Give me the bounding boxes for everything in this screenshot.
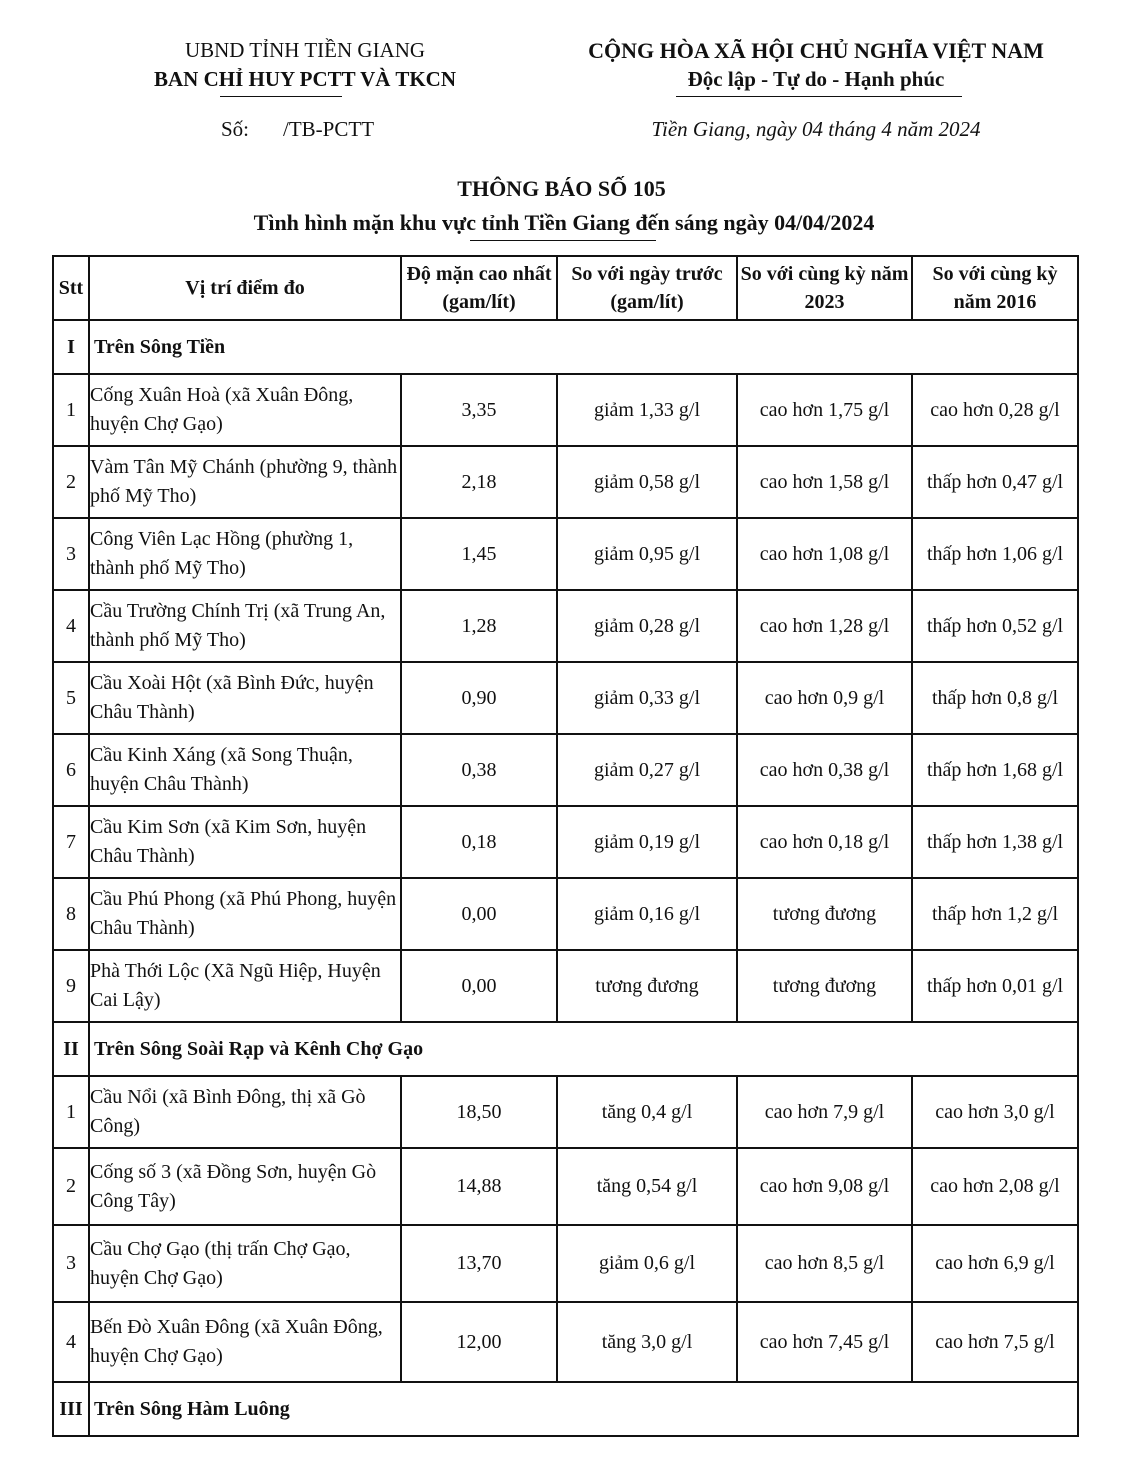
vs-2016-cell: thấp hơn 0,47 g/l xyxy=(912,446,1078,518)
vs-previous-day-cell: giảm 1,33 g/l xyxy=(557,374,737,446)
vs-2023-cell: cao hơn 0,18 g/l xyxy=(737,806,912,878)
row-number: 7 xyxy=(53,806,89,878)
vs-2023-cell: cao hơn 1,28 g/l xyxy=(737,590,912,662)
vs-2016-cell: thấp hơn 1,68 g/l xyxy=(912,734,1078,806)
location-cell: Bến Đò Xuân Đông (xã Xuân Đông, huyện Chợ Gạo) xyxy=(89,1302,401,1382)
country-name: CỘNG HÒA XÃ HỘI CHỦ NGHĨA VIỆT NAM xyxy=(588,38,1044,63)
max-salinity-cell: 3,35 xyxy=(401,374,557,446)
vs-2023-cell: cao hơn 1,58 g/l xyxy=(737,446,912,518)
vs-previous-day-cell: giảm 0,27 g/l xyxy=(557,734,737,806)
table-row xyxy=(53,1148,1078,1225)
vs-2023-cell: tương đương xyxy=(737,950,912,1022)
row-number: 3 xyxy=(53,1225,89,1302)
vs-2023-cell: cao hơn 7,45 g/l xyxy=(737,1302,912,1382)
vs-previous-day-cell: tăng 3,0 g/l xyxy=(557,1302,737,1382)
row-number: 4 xyxy=(53,1302,89,1382)
document-number-label: Số: xyxy=(221,117,250,141)
vs-previous-day-cell: giảm 0,19 g/l xyxy=(557,806,737,878)
col-header-vs-2016: So với cùng kỳ năm 2016 xyxy=(912,256,1078,320)
row-number: 1 xyxy=(53,1076,89,1148)
col-header-stt: Stt xyxy=(53,256,89,320)
row-number: 4 xyxy=(53,590,89,662)
vs-2023-cell: cao hơn 1,08 g/l xyxy=(737,518,912,590)
issuer-province: UBND TỈNH TIỀN GIANG xyxy=(184,38,426,62)
location-cell: Công Viên Lạc Hồng (phường 1, thành phố Mỹ Tho) xyxy=(89,518,401,590)
vs-2023-cell: cao hơn 0,38 g/l xyxy=(737,734,912,806)
notice-title: THÔNG BÁO SỐ 105 xyxy=(457,176,666,201)
row-number: 8 xyxy=(53,878,89,950)
table-row xyxy=(53,662,1078,734)
section-row xyxy=(53,1022,1078,1076)
max-salinity-cell: 12,00 xyxy=(401,1302,557,1382)
max-salinity-cell: 0,00 xyxy=(401,878,557,950)
vs-2016-cell: thấp hơn 1,38 g/l xyxy=(912,806,1078,878)
vs-2016-cell: thấp hơn 0,52 g/l xyxy=(912,590,1078,662)
motto-underline xyxy=(676,96,962,97)
issuer-block xyxy=(120,36,490,94)
national-motto: Độc lập - Tự do - Hạnh phúc xyxy=(687,67,945,91)
vs-2016-cell: cao hơn 6,9 g/l xyxy=(912,1225,1078,1302)
location-cell: Cống Xuân Hoà (xã Xuân Đông, huyện Chợ Gạo) xyxy=(89,374,401,446)
table-row xyxy=(53,374,1078,446)
location-cell: Cầu Chợ Gạo (thị trấn Chợ Gạo, huyện Chợ Gạo) xyxy=(89,1225,401,1302)
notice-subtitle: Tình hình mặn khu vực tỉnh Tiền Giang đến sáng ngày 04/04/2024 xyxy=(253,210,875,235)
vs-2023-cell: cao hơn 7,9 g/l xyxy=(737,1076,912,1148)
max-salinity-cell: 0,18 xyxy=(401,806,557,878)
max-salinity-cell: 0,90 xyxy=(401,662,557,734)
row-number: 2 xyxy=(53,446,89,518)
national-motto-block xyxy=(556,36,1076,94)
max-salinity-cell: 1,28 xyxy=(401,590,557,662)
vs-2016-cell: thấp hơn 1,2 g/l xyxy=(912,878,1078,950)
section-name: Trên Sông Hàm Luông xyxy=(89,1382,1078,1436)
table-body xyxy=(53,320,1078,1436)
issuer-committee: BAN CHỈ HUY PCTT VÀ TKCN xyxy=(153,67,457,91)
col-header-location: Vị trí điểm đo xyxy=(89,256,401,320)
section-name: Trên Sông Soài Rạp và Kênh Chợ Gạo xyxy=(89,1022,1078,1076)
vs-2016-cell: cao hơn 2,08 g/l xyxy=(912,1148,1078,1225)
subtitle-underline xyxy=(470,240,656,241)
document-number xyxy=(221,117,374,142)
vs-previous-day-cell: giảm 0,58 g/l xyxy=(557,446,737,518)
place-date: Tiền Giang, ngày 04 tháng 4 năm 2024 xyxy=(651,117,981,141)
section-row xyxy=(53,320,1078,374)
section-name: Trên Sông Tiền xyxy=(89,320,1078,374)
table-row xyxy=(53,950,1078,1022)
max-salinity-cell: 0,00 xyxy=(401,950,557,1022)
section-number: II xyxy=(53,1022,89,1076)
table-row xyxy=(53,446,1078,518)
location-cell: Cầu Kinh Xáng (xã Song Thuận, huyện Châu Thành) xyxy=(89,734,401,806)
max-salinity-cell: 1,45 xyxy=(401,518,557,590)
vs-2023-cell: cao hơn 8,5 g/l xyxy=(737,1225,912,1302)
location-cell: Vàm Tân Mỹ Chánh (phường 9, thành phố Mỹ Tho) xyxy=(89,446,401,518)
row-number: 2 xyxy=(53,1148,89,1225)
vs-previous-day-cell: tăng 0,4 g/l xyxy=(557,1076,737,1148)
vs-previous-day-cell: giảm 0,33 g/l xyxy=(557,662,737,734)
col-header-vs-2023: So với cùng kỳ năm 2023 xyxy=(737,256,912,320)
max-salinity-cell: 0,38 xyxy=(401,734,557,806)
table-row xyxy=(53,806,1078,878)
table-row xyxy=(53,1076,1078,1148)
vs-2016-cell: cao hơn 0,28 g/l xyxy=(912,374,1078,446)
vs-2016-cell: cao hơn 7,5 g/l xyxy=(912,1302,1078,1382)
location-cell: Cầu Xoài Hột (xã Bình Đức, huyện Châu Thành) xyxy=(89,662,401,734)
location-cell: Cầu Trường Chính Trị (xã Trung An, thành phố Mỹ Tho) xyxy=(89,590,401,662)
location-cell: Phà Thới Lộc (Xã Ngũ Hiệp, Huyện Cai Lậy) xyxy=(89,950,401,1022)
vs-previous-day-cell: tăng 0,54 g/l xyxy=(557,1148,737,1225)
table-row xyxy=(53,590,1078,662)
table-row xyxy=(53,878,1078,950)
row-number: 6 xyxy=(53,734,89,806)
table-row xyxy=(53,1225,1078,1302)
max-salinity-cell: 13,70 xyxy=(401,1225,557,1302)
location-cell: Cầu Kim Sơn (xã Kim Sơn, huyện Châu Thành) xyxy=(89,806,401,878)
vs-2016-cell: cao hơn 3,0 g/l xyxy=(912,1076,1078,1148)
location-cell: Cầu Nổi (xã Bình Đông, thị xã Gò Công) xyxy=(89,1076,401,1148)
location-cell: Cầu Phú Phong (xã Phú Phong, huyện Châu Thành) xyxy=(89,878,401,950)
table-row xyxy=(53,518,1078,590)
vs-2016-cell: thấp hơn 0,01 g/l xyxy=(912,950,1078,1022)
table-row xyxy=(53,734,1078,806)
vs-2023-cell: cao hơn 9,08 g/l xyxy=(737,1148,912,1225)
max-salinity-cell: 18,50 xyxy=(401,1076,557,1148)
issuer-underline xyxy=(220,96,342,97)
document-number-suffix: /TB-PCTT xyxy=(283,117,375,141)
max-salinity-cell: 14,88 xyxy=(401,1148,557,1225)
vs-2023-cell: cao hơn 0,9 g/l xyxy=(737,662,912,734)
vs-2023-cell: cao hơn 1,75 g/l xyxy=(737,374,912,446)
vs-2016-cell: thấp hơn 0,8 g/l xyxy=(912,662,1078,734)
col-header-vs-previous-day: So với ngày trước (gam/lít) xyxy=(557,256,737,320)
row-number: 1 xyxy=(53,374,89,446)
vs-previous-day-cell: giảm 0,6 g/l xyxy=(557,1225,737,1302)
section-number: I xyxy=(53,320,89,374)
table-header-row xyxy=(53,256,1078,320)
vs-previous-day-cell: giảm 0,95 g/l xyxy=(557,518,737,590)
row-number: 5 xyxy=(53,662,89,734)
table-row xyxy=(53,1302,1078,1382)
vs-2016-cell: thấp hơn 1,06 g/l xyxy=(912,518,1078,590)
vs-previous-day-cell: tương đương xyxy=(557,950,737,1022)
row-number: 3 xyxy=(53,518,89,590)
vs-previous-day-cell: giảm 0,28 g/l xyxy=(557,590,737,662)
section-number: III xyxy=(53,1382,89,1436)
col-header-max-salinity: Độ mặn cao nhất (gam/lít) xyxy=(401,256,557,320)
salinity-table xyxy=(52,255,1079,1437)
max-salinity-cell: 2,18 xyxy=(401,446,557,518)
vs-2023-cell: tương đương xyxy=(737,878,912,950)
vs-previous-day-cell: giảm 0,16 g/l xyxy=(557,878,737,950)
section-row xyxy=(53,1382,1078,1436)
location-cell: Cống số 3 (xã Đồng Sơn, huyện Gò Công Tây) xyxy=(89,1148,401,1225)
row-number: 9 xyxy=(53,950,89,1022)
